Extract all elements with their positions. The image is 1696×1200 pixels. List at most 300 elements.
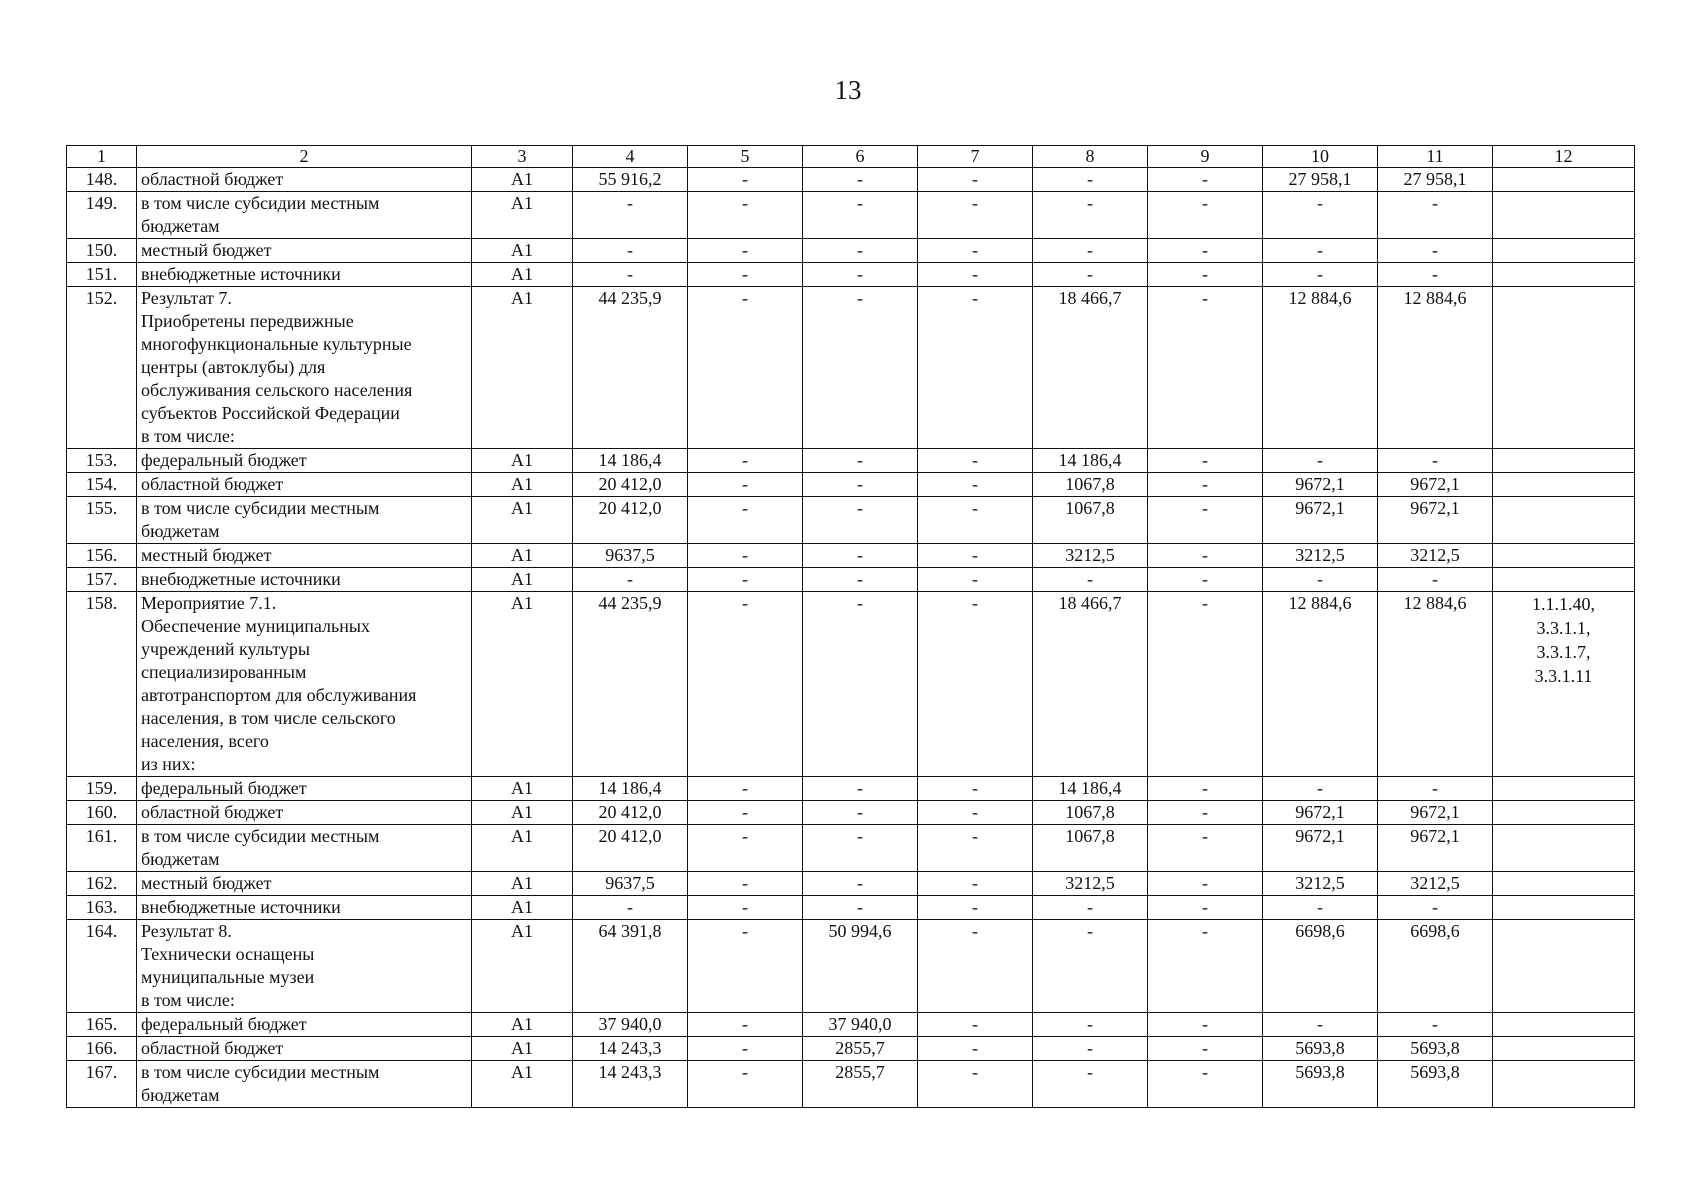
value-cell: - (573, 239, 688, 263)
row-description (137, 896, 472, 920)
value-cell: - (1033, 1037, 1148, 1061)
value-cell: 20 412,0 (573, 801, 688, 825)
value-cell: - (803, 449, 918, 473)
table-row (67, 473, 1635, 497)
table-row (67, 592, 1635, 777)
value-cell: - (573, 896, 688, 920)
table-row (67, 1037, 1635, 1061)
row-code: А1 (472, 239, 573, 263)
column-header: 6 (803, 146, 918, 168)
table-row (67, 239, 1635, 263)
table-row (67, 497, 1635, 544)
value-cell: - (1263, 239, 1378, 263)
row-number: 158. (67, 592, 137, 777)
value-cell: - (1033, 896, 1148, 920)
value-cell: - (918, 825, 1033, 872)
value-cell: 6698,6 (1378, 920, 1493, 1013)
description-line: в том числе субсидии местным (141, 1062, 380, 1082)
description-line: населения, в том числе сельского (141, 708, 396, 728)
value-cell: - (803, 287, 918, 449)
value-cell: - (918, 287, 1033, 449)
row-description (137, 239, 472, 263)
value-cell: - (1148, 1061, 1263, 1108)
value-cell: - (803, 801, 918, 825)
value-cell: 9672,1 (1263, 497, 1378, 544)
value-cell: - (688, 777, 803, 801)
column-header: 11 (1378, 146, 1493, 168)
description-line: федеральный бюджет (141, 1014, 307, 1034)
value-cell: - (803, 168, 918, 192)
row-description (137, 287, 472, 449)
row-description (137, 1061, 472, 1108)
value-cell: - (918, 801, 1033, 825)
value-cell: - (688, 896, 803, 920)
value-cell: - (1148, 777, 1263, 801)
value-cell: 3212,5 (1263, 872, 1378, 896)
value-cell: 20 412,0 (573, 497, 688, 544)
value-cell: - (1148, 168, 1263, 192)
table-row (67, 192, 1635, 239)
value-cell: - (1148, 449, 1263, 473)
value-cell: - (688, 168, 803, 192)
value-cell: - (918, 239, 1033, 263)
value-cell: - (803, 192, 918, 239)
reference-cell (1493, 239, 1635, 263)
value-cell: 1067,8 (1033, 825, 1148, 872)
value-cell: - (1263, 777, 1378, 801)
value-cell: - (1148, 287, 1263, 449)
column-header: 4 (573, 146, 688, 168)
value-cell: 3212,5 (1033, 872, 1148, 896)
description-line: Результат 8. (141, 921, 232, 941)
description-line: бюджетам (141, 1085, 220, 1105)
value-cell: 14 243,3 (573, 1061, 688, 1108)
row-number: 149. (67, 192, 137, 239)
value-cell: - (803, 544, 918, 568)
value-cell: - (1148, 1013, 1263, 1037)
reference-line: 3.3.1.7, (1536, 642, 1591, 662)
value-cell: 27 958,1 (1378, 168, 1493, 192)
value-cell: - (803, 825, 918, 872)
page-number: 13 (834, 75, 862, 105)
description-line: в том числе субсидии местным (141, 193, 380, 213)
row-number: 151. (67, 263, 137, 287)
value-cell: - (1263, 449, 1378, 473)
row-description (137, 920, 472, 1013)
reference-line: 1.1.1.40, (1532, 594, 1595, 614)
value-cell: 20 412,0 (573, 473, 688, 497)
row-description (137, 449, 472, 473)
value-cell: - (803, 239, 918, 263)
value-cell: 50 994,6 (803, 920, 918, 1013)
value-cell: 2855,7 (803, 1061, 918, 1108)
description-line: областной бюджет (141, 474, 284, 494)
value-cell: - (918, 1037, 1033, 1061)
value-cell: 9672,1 (1263, 825, 1378, 872)
value-cell: 20 412,0 (573, 825, 688, 872)
value-cell: - (1033, 239, 1148, 263)
row-code: А1 (472, 449, 573, 473)
description-line: обслуживания сельского населения (141, 380, 413, 400)
value-cell: - (918, 192, 1033, 239)
value-cell: 5693,8 (1263, 1037, 1378, 1061)
value-cell: 9672,1 (1378, 825, 1493, 872)
value-cell: 27 958,1 (1263, 168, 1378, 192)
value-cell: - (1033, 263, 1148, 287)
value-cell: - (1033, 1061, 1148, 1108)
value-cell: - (1033, 192, 1148, 239)
value-cell: - (1148, 239, 1263, 263)
value-cell: - (803, 872, 918, 896)
value-cell: - (803, 777, 918, 801)
value-cell: - (1378, 263, 1493, 287)
reference-cell (1493, 1013, 1635, 1037)
value-cell: - (1148, 896, 1263, 920)
description-line: в том числе: (141, 426, 235, 446)
description-line: областной бюджет (141, 802, 284, 822)
row-description (137, 872, 472, 896)
value-cell: - (688, 497, 803, 544)
table-row (67, 825, 1635, 872)
reference-cell (1493, 287, 1635, 449)
description-line: местный бюджет (141, 240, 272, 260)
row-code: А1 (472, 896, 573, 920)
row-description (137, 592, 472, 777)
description-line: в том числе: (141, 990, 235, 1010)
row-description (137, 544, 472, 568)
table-row (67, 544, 1635, 568)
value-cell: - (688, 1013, 803, 1037)
value-cell: - (1033, 168, 1148, 192)
row-description (137, 192, 472, 239)
row-code: А1 (472, 1061, 573, 1108)
reference-cell (1493, 168, 1635, 192)
value-cell: 12 884,6 (1378, 287, 1493, 449)
reference-cell (1493, 473, 1635, 497)
row-number: 163. (67, 896, 137, 920)
table-row (67, 449, 1635, 473)
value-cell: 14 243,3 (573, 1037, 688, 1061)
value-cell: - (1148, 872, 1263, 896)
row-code: А1 (472, 544, 573, 568)
value-cell: - (918, 1061, 1033, 1108)
budget-table (66, 145, 1635, 1108)
row-number: 148. (67, 168, 137, 192)
reference-cell (1493, 544, 1635, 568)
row-description (137, 168, 472, 192)
value-cell: 9672,1 (1263, 801, 1378, 825)
row-code: А1 (472, 872, 573, 896)
description-line: внебюджетные источники (141, 897, 341, 917)
value-cell: 3212,5 (1033, 544, 1148, 568)
value-cell: 14 186,4 (573, 777, 688, 801)
row-number: 154. (67, 473, 137, 497)
value-cell: - (1148, 568, 1263, 592)
row-number: 159. (67, 777, 137, 801)
value-cell: - (1148, 263, 1263, 287)
value-cell: - (573, 192, 688, 239)
value-cell: - (1033, 1013, 1148, 1037)
row-number: 164. (67, 920, 137, 1013)
value-cell: 1067,8 (1033, 497, 1148, 544)
value-cell: 9672,1 (1263, 473, 1378, 497)
value-cell: - (688, 192, 803, 239)
value-cell: 12 884,6 (1378, 592, 1493, 777)
value-cell: - (918, 473, 1033, 497)
value-cell: - (918, 544, 1033, 568)
value-cell: - (1378, 1013, 1493, 1037)
value-cell: - (1148, 473, 1263, 497)
description-line: бюджетам (141, 521, 220, 541)
row-code: А1 (472, 287, 573, 449)
value-cell: - (1378, 777, 1493, 801)
reference-cell (1493, 1037, 1635, 1061)
value-cell: 9672,1 (1378, 497, 1493, 544)
row-number: 153. (67, 449, 137, 473)
table-body (67, 146, 1635, 1108)
value-cell: - (918, 449, 1033, 473)
value-cell: 2855,7 (803, 1037, 918, 1061)
description-line: Результат 7. (141, 288, 232, 308)
reference-cell (1493, 263, 1635, 287)
row-code: А1 (472, 263, 573, 287)
row-number: 166. (67, 1037, 137, 1061)
value-cell: - (688, 825, 803, 872)
value-cell: 37 940,0 (573, 1013, 688, 1037)
value-cell: - (1378, 239, 1493, 263)
column-header: 2 (137, 146, 472, 168)
row-number: 152. (67, 287, 137, 449)
value-cell: - (1263, 896, 1378, 920)
reference-cell (1493, 449, 1635, 473)
table-row (67, 777, 1635, 801)
row-code: А1 (472, 192, 573, 239)
reference-cell (1493, 872, 1635, 896)
value-cell: - (688, 568, 803, 592)
row-description (137, 777, 472, 801)
reference-cell (1493, 592, 1635, 777)
row-code: А1 (472, 497, 573, 544)
row-number: 157. (67, 568, 137, 592)
value-cell: 14 186,4 (573, 449, 688, 473)
value-cell: - (803, 497, 918, 544)
value-cell: - (688, 473, 803, 497)
value-cell: - (803, 568, 918, 592)
value-cell: 5693,8 (1378, 1061, 1493, 1108)
description-line: специализированным (141, 662, 307, 682)
value-cell: - (688, 872, 803, 896)
value-cell: - (1148, 825, 1263, 872)
row-number: 162. (67, 872, 137, 896)
value-cell: - (688, 1037, 803, 1061)
value-cell: - (803, 263, 918, 287)
description-line: учреждений культуры (141, 639, 310, 659)
description-line: бюджетам (141, 216, 220, 236)
value-cell: 9637,5 (573, 872, 688, 896)
description-line: федеральный бюджет (141, 778, 307, 798)
value-cell: - (1148, 544, 1263, 568)
table-row (67, 568, 1635, 592)
value-cell: - (1148, 192, 1263, 239)
row-number: 161. (67, 825, 137, 872)
reference-cell (1493, 920, 1635, 1013)
row-code: А1 (472, 1037, 573, 1061)
value-cell: - (1033, 568, 1148, 592)
value-cell: 44 235,9 (573, 592, 688, 777)
reference-line: 3.3.1.11 (1534, 666, 1593, 686)
value-cell: 6698,6 (1263, 920, 1378, 1013)
value-cell: - (1148, 592, 1263, 777)
value-cell: 44 235,9 (573, 287, 688, 449)
value-cell: - (688, 239, 803, 263)
reference-cell (1493, 896, 1635, 920)
value-cell: 5693,8 (1378, 1037, 1493, 1061)
table-row (67, 287, 1635, 449)
row-number: 165. (67, 1013, 137, 1037)
row-code: А1 (472, 920, 573, 1013)
row-number: 150. (67, 239, 137, 263)
value-cell: - (1263, 1013, 1378, 1037)
reference-cell (1493, 497, 1635, 544)
value-cell: 14 186,4 (1033, 449, 1148, 473)
reference-cell (1493, 777, 1635, 801)
row-code: А1 (472, 1013, 573, 1037)
column-header: 8 (1033, 146, 1148, 168)
value-cell: - (918, 920, 1033, 1013)
value-cell: 9672,1 (1378, 801, 1493, 825)
description-line: субъектов Российской Федерации (141, 403, 400, 423)
row-description (137, 1013, 472, 1037)
value-cell: - (573, 263, 688, 287)
value-cell: - (918, 568, 1033, 592)
value-cell: - (1148, 497, 1263, 544)
row-code: А1 (472, 568, 573, 592)
value-cell: - (918, 777, 1033, 801)
table-row (67, 168, 1635, 192)
reference-line: 3.3.1.1, (1536, 618, 1591, 638)
description-line: местный бюджет (141, 545, 272, 565)
value-cell: 64 391,8 (573, 920, 688, 1013)
description-line: Обеспечение муниципальных (141, 616, 370, 636)
value-cell: - (688, 449, 803, 473)
value-cell: - (1033, 920, 1148, 1013)
value-cell: - (803, 896, 918, 920)
value-cell: 9672,1 (1378, 473, 1493, 497)
value-cell: - (1378, 192, 1493, 239)
value-cell: - (1378, 896, 1493, 920)
value-cell: - (918, 263, 1033, 287)
description-line: Мероприятие 7.1. (141, 593, 277, 613)
value-cell: - (918, 592, 1033, 777)
value-cell: 18 466,7 (1033, 287, 1148, 449)
value-cell: - (1378, 449, 1493, 473)
description-line: многофункциональные культурные (141, 334, 412, 354)
value-cell: - (918, 168, 1033, 192)
description-line: внебюджетные источники (141, 264, 341, 284)
value-cell: - (688, 801, 803, 825)
description-line: автотранспортом для обслуживания (141, 685, 417, 705)
column-header: 1 (67, 146, 137, 168)
row-description (137, 473, 472, 497)
value-cell: - (918, 1013, 1033, 1037)
column-header: 5 (688, 146, 803, 168)
table-row (67, 920, 1635, 1013)
value-cell: - (688, 263, 803, 287)
reference-cell (1493, 568, 1635, 592)
description-line: в том числе субсидии местным (141, 498, 380, 518)
row-code: А1 (472, 168, 573, 192)
value-cell: - (1148, 1037, 1263, 1061)
description-line: Приобретены передвижные (141, 311, 354, 331)
value-cell: - (688, 287, 803, 449)
row-code: А1 (472, 801, 573, 825)
description-line: из них: (141, 754, 196, 774)
description-line: областной бюджет (141, 169, 284, 189)
row-description (137, 801, 472, 825)
table-row (67, 801, 1635, 825)
table-row (67, 896, 1635, 920)
description-line: областной бюджет (141, 1038, 284, 1058)
value-cell: 14 186,4 (1033, 777, 1148, 801)
value-cell: - (1378, 568, 1493, 592)
value-cell: 3212,5 (1378, 544, 1493, 568)
row-description (137, 263, 472, 287)
row-code: А1 (472, 473, 573, 497)
value-cell: - (1263, 263, 1378, 287)
description-line: населения, всего (141, 731, 269, 751)
value-cell: - (688, 1061, 803, 1108)
reference-cell (1493, 825, 1635, 872)
column-header: 9 (1148, 146, 1263, 168)
value-cell: 18 466,7 (1033, 592, 1148, 777)
value-cell: - (918, 872, 1033, 896)
value-cell: 55 916,2 (573, 168, 688, 192)
table-row (67, 1061, 1635, 1108)
reference-cell (1493, 1061, 1635, 1108)
table-row (67, 872, 1635, 896)
description-line: местный бюджет (141, 873, 272, 893)
row-description (137, 1037, 472, 1061)
row-code: А1 (472, 777, 573, 801)
column-header: 10 (1263, 146, 1378, 168)
value-cell: - (918, 896, 1033, 920)
table-row (67, 1013, 1635, 1037)
column-header: 3 (472, 146, 573, 168)
row-description (137, 568, 472, 592)
value-cell: 1067,8 (1033, 801, 1148, 825)
value-cell: - (918, 497, 1033, 544)
value-cell: - (688, 920, 803, 1013)
row-code: А1 (472, 825, 573, 872)
value-cell: - (803, 592, 918, 777)
description-line: в том числе субсидии местным (141, 826, 380, 846)
description-line: внебюджетные источники (141, 569, 341, 589)
row-number: 167. (67, 1061, 137, 1108)
table-row (67, 263, 1635, 287)
value-cell: - (1263, 192, 1378, 239)
value-cell: 37 940,0 (803, 1013, 918, 1037)
row-number: 155. (67, 497, 137, 544)
column-header: 12 (1493, 146, 1635, 168)
description-line: Технически оснащены (141, 944, 315, 964)
row-number: 156. (67, 544, 137, 568)
row-number: 160. (67, 801, 137, 825)
row-description (137, 825, 472, 872)
value-cell: 1067,8 (1033, 473, 1148, 497)
value-cell: 5693,8 (1263, 1061, 1378, 1108)
description-line: федеральный бюджет (141, 450, 307, 470)
value-cell: 9637,5 (573, 544, 688, 568)
